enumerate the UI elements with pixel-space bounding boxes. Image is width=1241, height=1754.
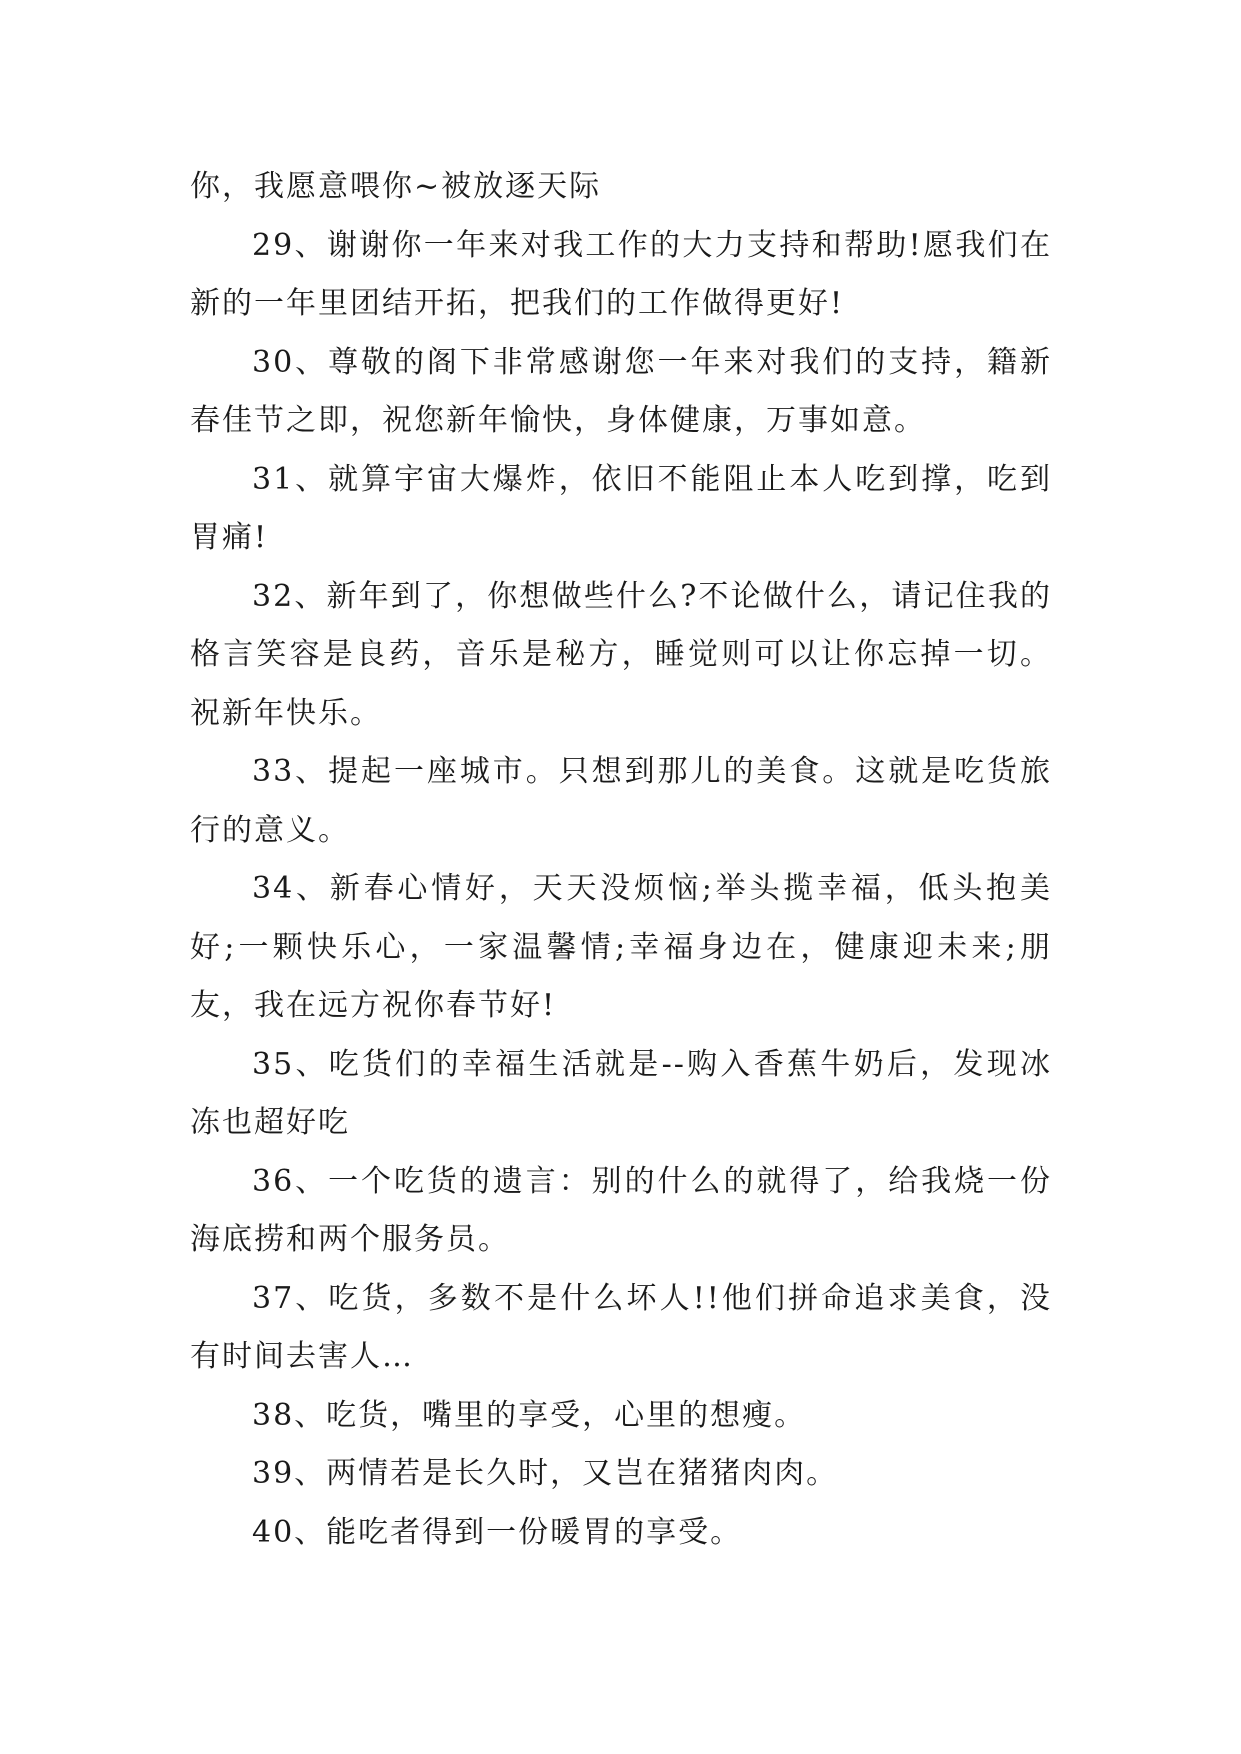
paragraph: 30、尊敬的阁下非常感谢您一年来对我们的支持，籍新春佳节之即，祝您新年愉快，身体健康，万事如意。 [190, 344, 1052, 438]
document-body [190, 158, 1052, 1562]
paragraph: 你，我愿意喂你~被放逐天际 [190, 169, 602, 204]
paragraph: 35、吃货们的幸福生活就是--购入香蕉牛奶后，发现冰冻也超好吃 [190, 1046, 1052, 1140]
paragraph: 36、一个吃货的遗言：别的什么的就得了，给我烧一份海底捞和两个服务员。 [190, 1163, 1052, 1257]
paragraph: 38、吃货，嘴里的享受，心里的想瘦。 [252, 1397, 807, 1433]
paragraph: 39、两情若是长久时，又岂在猪猪肉肉。 [252, 1456, 839, 1491]
paragraph: 37、吃货，多数不是什么坏人!!他们拼命追求美食，没有时间去害人… [190, 1280, 1052, 1374]
paragraph: 31、就算宇宙大爆炸，依旧不能阻止本人吃到撑，吃到胃痛! [190, 461, 1052, 555]
paragraph: 32、新年到了，你想做些什么?不论做什么，请记住我的格言笑容是良药，音乐是秘方，睡觉则可以让你忘掉一切。祝新年快乐。 [190, 578, 1052, 731]
paragraph: 33、提起一座城市。只想到那儿的美食。这就是吃货旅行的意义。 [190, 754, 1052, 848]
paragraph: 29、谢谢你一年来对我工作的大力支持和帮助!愿我们在新的一年里团结开拓，把我们的工作做得更好! [190, 227, 1052, 321]
paragraph: 40、能吃者得到一份暖胃的享受。 [252, 1514, 743, 1550]
paragraph: 34、新春心情好，天天没烦恼;举头揽幸福，低头抱美好;一颗快乐心，一家温馨情;幸福身边在，健康迎未来;朋友，我在远方祝你春节好! [190, 871, 1052, 1023]
